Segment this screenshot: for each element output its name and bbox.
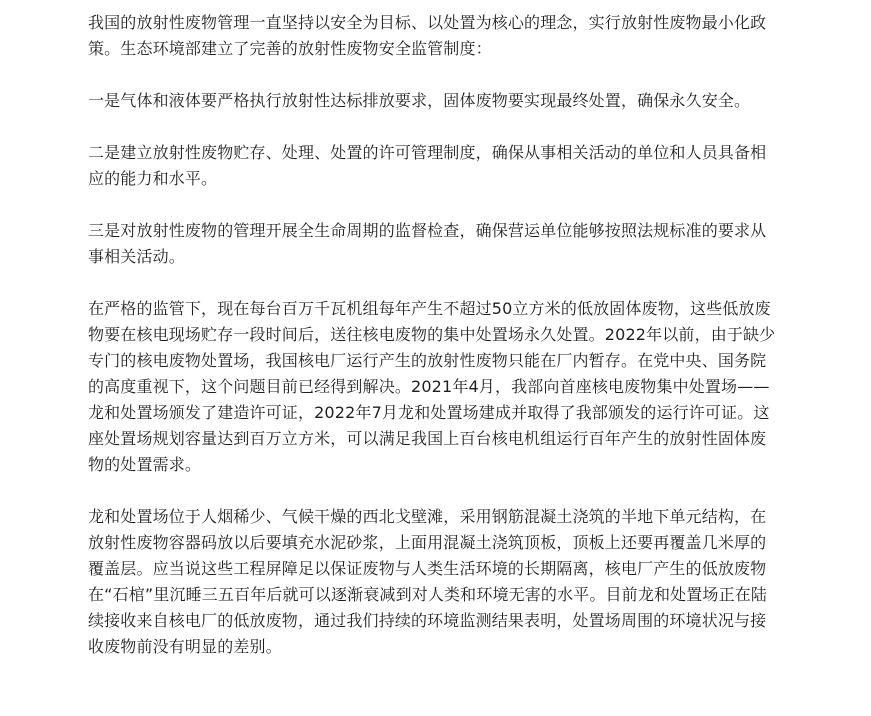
paragraph-longhe-site: 龙和处置场位于人烟稀少、气候干燥的西北戈壁滩，采用钢筋混凝土浇筑的半地下单元结构，在放射性废物容器码放以后要填充水泥砂浆，上面用混凝土浇筑顶板，顶板上还要再覆盖几米厚的覆盖层。应当说这些工程屏障足以保证废物与人类生活环境的长期隔离，核电厂产生的低放废物在“石棺”里沉睡三五百年后就可以逐渐衰减到对人类和环境无害的水平。目前龙和处置场正在陆续接收来自核电厂的低放废物，通过我们持续的环境监测结果表明，处置场周围的环境状况与接收废物前没有明显的差别。 — [88, 507, 768, 656]
paragraph-supervision: 在严格的监管下，现在每台百万千瓦机组每年产生不超过50立方米的低放固体废物，这些低放废物要在核电现场贮存一段时间后，送往核电废物的集中处置场永久处置。2022年以前，由于缺少专门的核电废物处置场，我国核电厂运行产生的放射性废物只能在厂内暂存。在党中央、国务院的高度重视下，这个问题目前已经得到解决。2021年4月，我部向首座核电废物集中处置场——龙和处置场颁发了建造许可证，2022年7月龙和处置场建成并取得了我部颁发的运行许可证。这座处置场规划容量达到百万立方米，可以满足我国上百台核电机组运行百年产生的放射性固体废物的处置需求。 — [88, 299, 776, 474]
paragraph-policy-two: 二是建立放射性废物贮存、处理、处置的许可管理制度，确保从事相关活动的单位和人员具备相应的能力和水平。 — [88, 143, 767, 188]
paragraph-policy-one: 一是气体和液体要严格执行放射性达标排放要求，固体废物要实现最终处置，确保永久安全。 — [88, 91, 751, 110]
paragraph-intro: 我国的放射性废物管理一直坚持以安全为目标、以处置为核心的理念，实行放射性废物最小化政策。生态环境部建立了完善的放射性废物安全监管制度： — [88, 13, 767, 58]
paragraph-policy-three: 三是对放射性废物的管理开展全生命周期的监督检查，确保营运单位能够按照法规标准的要求从事相关活动。 — [88, 221, 767, 266]
